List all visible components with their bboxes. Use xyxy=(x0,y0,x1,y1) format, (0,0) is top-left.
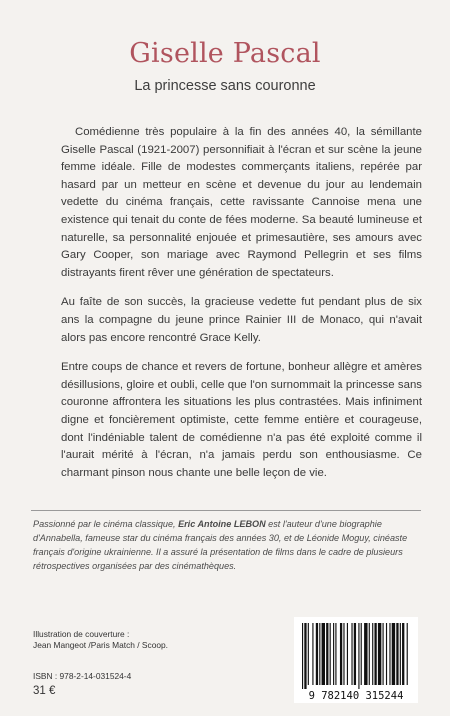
cover-credit xyxy=(33,629,168,651)
barcode-bar xyxy=(347,623,348,685)
blurb-paragraph-2: Au faîte de son succès, la gracieuse vedette fut pendant plus de six ans la compagne du jeune prince Rainier III de Monaco, qui n'avait alors pas encore rencontré Grace Kelly. xyxy=(61,296,422,344)
author-bio-intro: Passionné par le cinéma classique, xyxy=(33,519,179,529)
author-bio xyxy=(33,518,421,574)
barcode-bar xyxy=(316,623,318,685)
barcode-bar xyxy=(354,623,356,685)
barcode-bar xyxy=(302,623,303,689)
barcode-bar xyxy=(386,623,387,685)
price: 31 € xyxy=(33,685,56,697)
book-subtitle: La princesse sans couronne xyxy=(134,78,316,94)
author-name: Eric Antoine LEBON xyxy=(178,519,266,529)
blurb xyxy=(61,124,422,494)
barcode-bar xyxy=(312,623,313,685)
barcode-bar xyxy=(304,623,306,689)
barcode-bar xyxy=(378,623,381,685)
blurb-paragraph-3: Entre coups de chance et revers de fortune, bonheur allègre et amères désillusions, gloire et oubli, celle que l'on surnommait la princesse sans couronne affrontera les situations les plus contrastées. Mais infiniment digne et foncièrement optimiste, cette femme entière et courageuse, dont l'indéniable talent de comédienne n'a pas été exploité comme il l'aurait mérité à l'écran, n'a jamais perdu son enthousiasme. Ce charmant pinson nous chante une belle leçon de vie. xyxy=(61,361,422,479)
book-title: Giselle Pascal xyxy=(129,38,321,69)
barcode-bar xyxy=(330,623,331,685)
barcode-bar xyxy=(319,623,320,685)
divider-line xyxy=(31,510,421,511)
barcode-graphic xyxy=(294,617,418,703)
barcode-bar xyxy=(400,623,401,685)
barcode-bar xyxy=(322,623,325,685)
barcode-bar xyxy=(407,623,408,685)
barcode-bar xyxy=(374,623,376,685)
barcode-bar xyxy=(326,623,328,685)
barcode-bar xyxy=(361,623,362,685)
barcode-bar xyxy=(369,623,370,685)
barcode-bar xyxy=(364,623,367,685)
barcode-bar xyxy=(389,623,390,685)
barcode-bar xyxy=(351,623,352,685)
barcode-bar xyxy=(343,623,344,685)
author-bio-rest: est l'auteur d'une biographie d'Annabella, fameuse star du cinéma français des années 30, et de Léonide Moguy, cinéaste français d'origine ukrainienne. Il a assuré la présentation de films dans le cadre de plusieurs rétrospectives organisées par des cinémathèques. xyxy=(33,519,408,571)
barcode-bar xyxy=(402,623,404,685)
barcode-bar xyxy=(372,623,373,685)
cover-credit-source: Jean Mangeot /Paris Match / Scoop. xyxy=(33,640,169,650)
barcode-bar xyxy=(308,623,309,685)
barcode-bar xyxy=(396,623,398,685)
barcode-bar xyxy=(392,623,395,685)
barcode-bar xyxy=(335,623,336,685)
isbn: ISBN : 978-2-14-031524-4 xyxy=(33,671,132,681)
cover-credit-label: Illustration de couverture : xyxy=(33,629,130,639)
barcode-bar xyxy=(358,623,359,689)
barcode-bar xyxy=(383,623,384,685)
barcode-bar xyxy=(333,623,334,685)
barcode-digits: 9 782140 315244 xyxy=(308,690,404,702)
barcode xyxy=(294,617,418,703)
blurb-paragraph-1: Comédienne très populaire à la fin des années 40, la sémillante Giselle Pascal (1921-2007) personnifiait à l'écran et sur scène la jeune femme idéale. Fille de modestes commerçants italiens, repérée par hasard par un metteur en scène et devenue du jour au lendemain vedette du cinéma français, cette ravissante Cannoise mena une existence qui tenait du conte de fées moderne. Sa beauté lumineuse et naturelle, sa personnalité enjouée et primesautière, ses amours avec Gary Cooper, son mariage avec Raymond Pellegrin et ses films distrayants firent rêver une génération de spectateurs. xyxy=(61,126,422,279)
barcode-bar xyxy=(340,623,342,685)
